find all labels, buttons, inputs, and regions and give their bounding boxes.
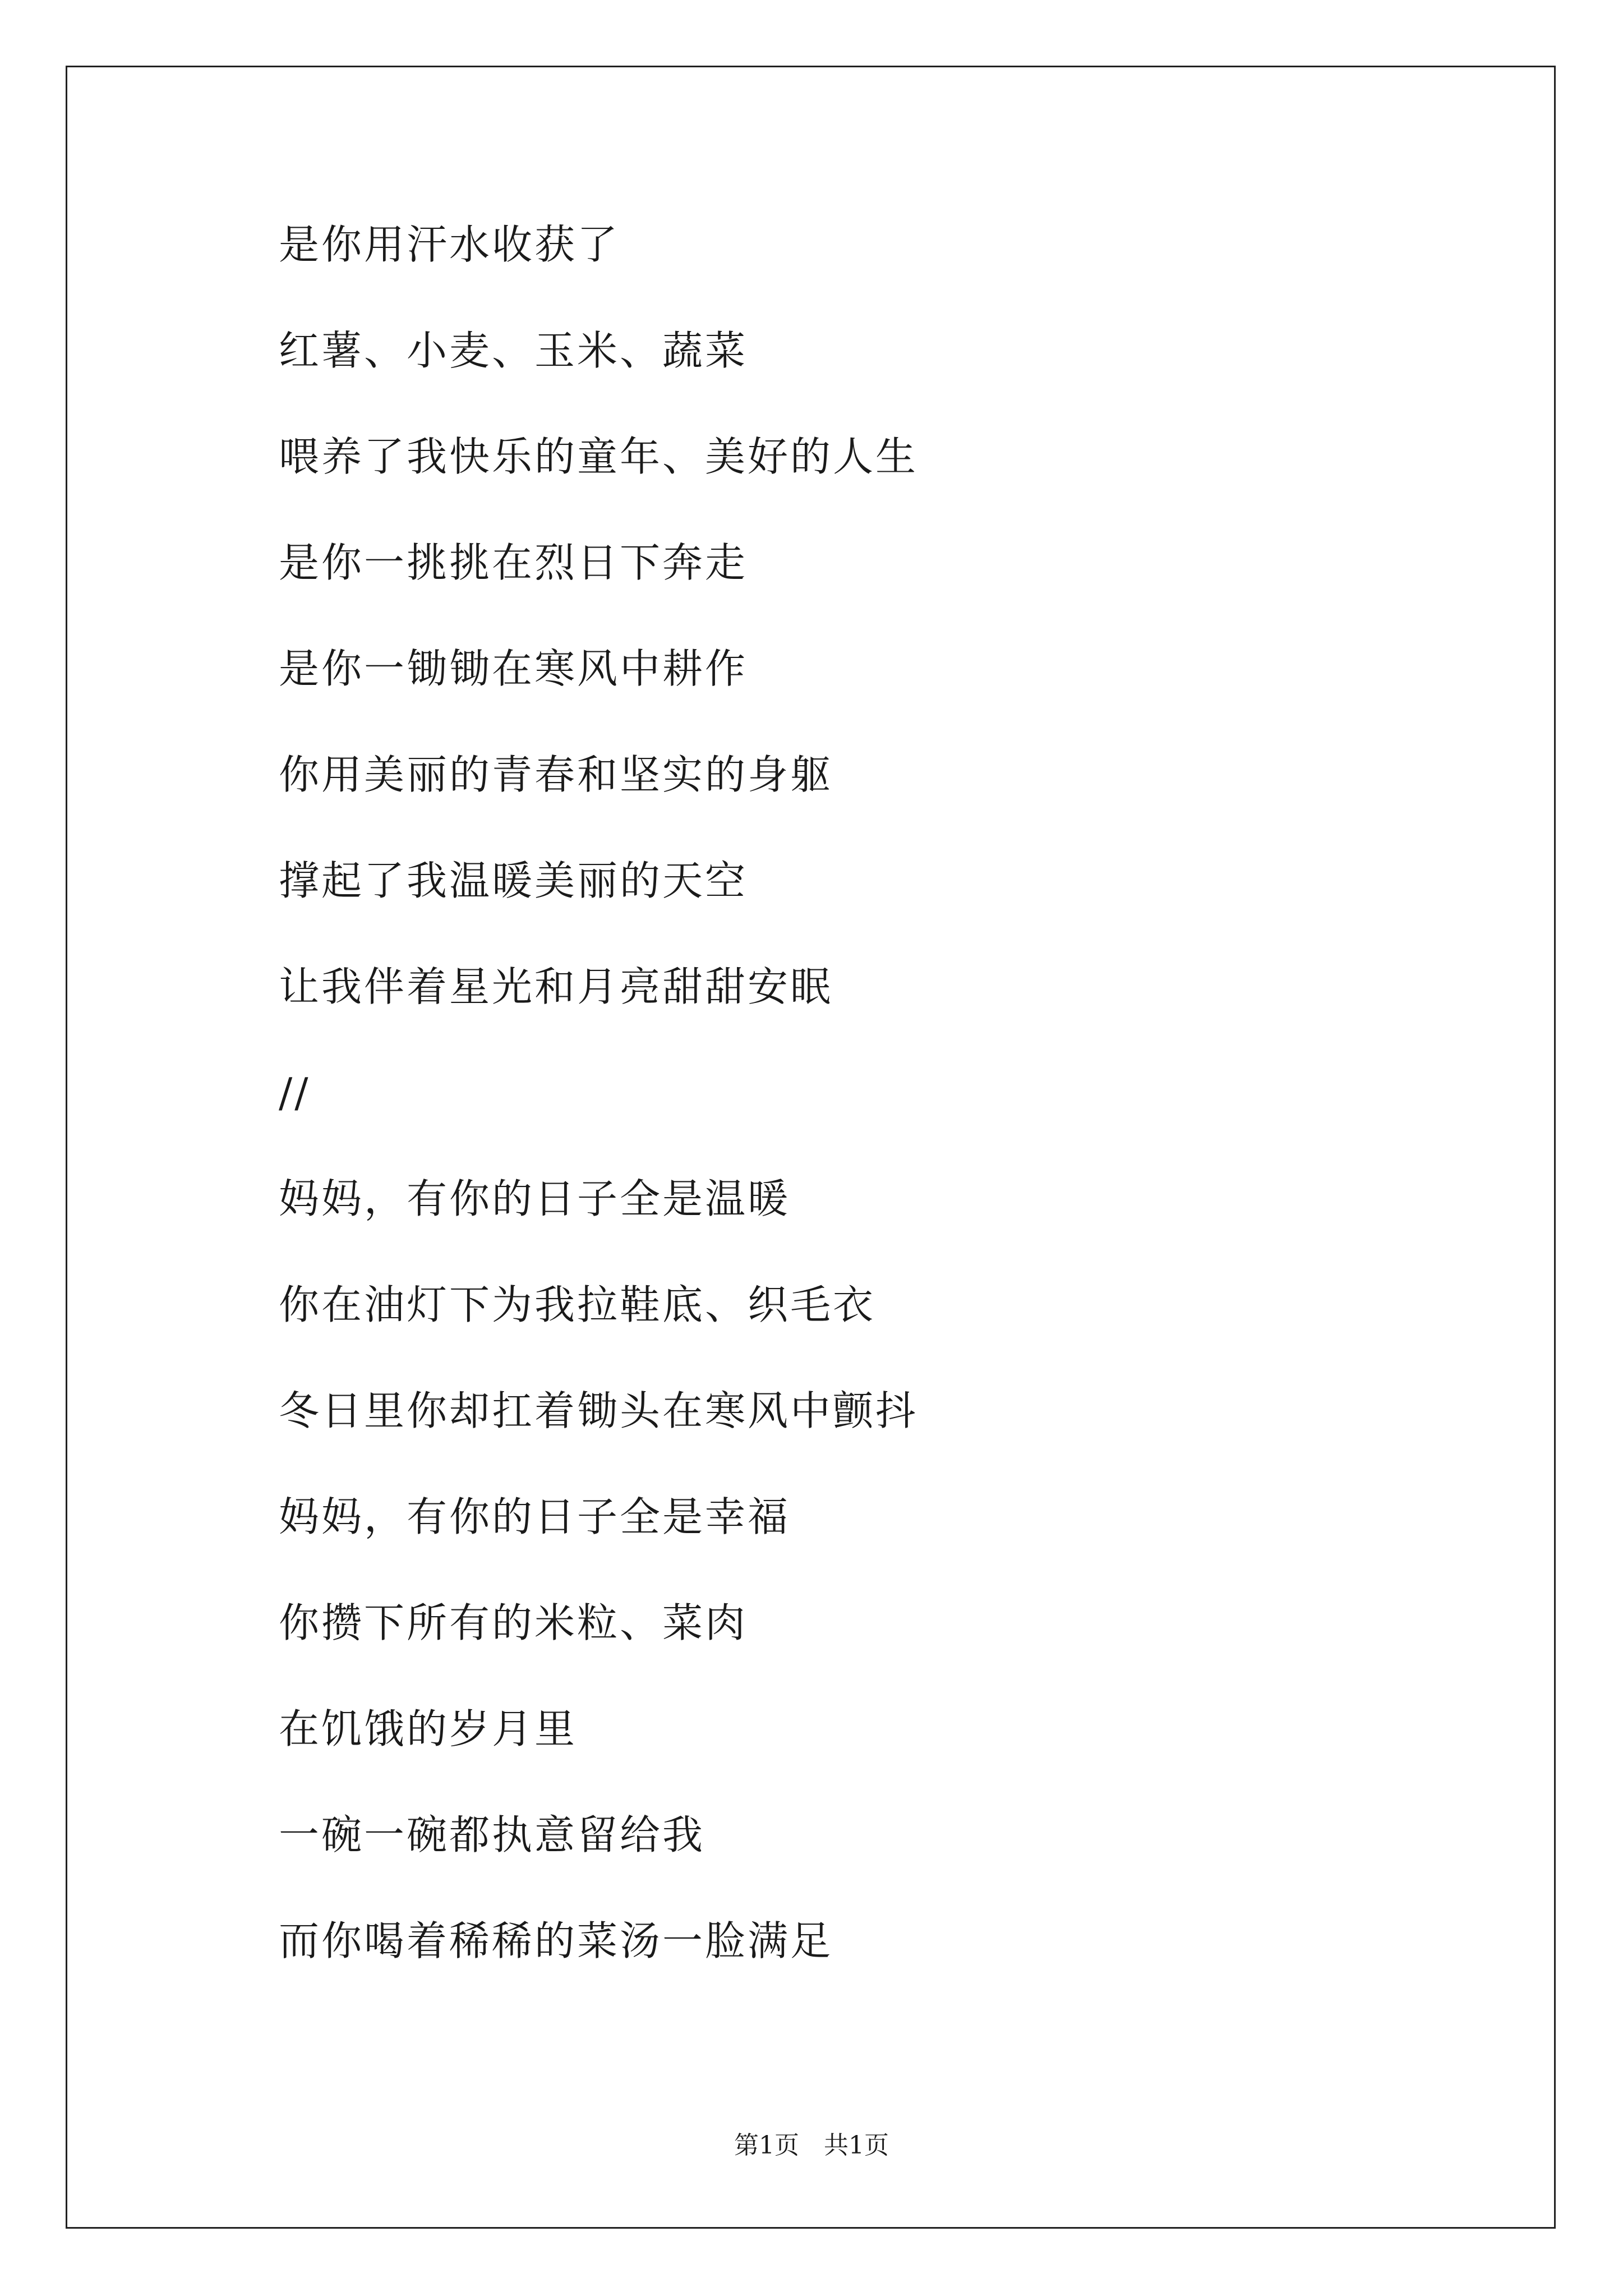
poem-line: 是你一锄锄在寒风中耕作 — [279, 645, 748, 692]
poem-line: 喂养了我快乐的童年、美好的人生 — [279, 433, 919, 480]
poem-line: 冬日里你却扛着锄头在寒风中颤抖 — [279, 1387, 919, 1434]
poem-line: 你攒下所有的米粒、菜肉 — [279, 1599, 748, 1646]
poem-line: 而你喝着稀稀的菜汤一脸满足 — [279, 1917, 833, 1964]
poem-line: 一碗一碗都执意留给我 — [279, 1811, 706, 1858]
poem-line: 让我伴着星光和月亮甜甜安眠 — [279, 963, 833, 1010]
poem-line: 是你用汗水收获了 — [279, 221, 620, 268]
poem-line: 撑起了我温暖美丽的天空 — [279, 857, 748, 904]
poem-line: 在饥饿的岁月里 — [279, 1705, 578, 1752]
poem-line: 你用美丽的青春和坚实的身躯 — [279, 751, 833, 798]
poem-body — [279, 217, 918, 2019]
poem-line: 妈妈，有你的日子全是幸福 — [279, 1493, 791, 1540]
poem-separator: // — [279, 1069, 311, 1116]
poem-line: 是你一挑挑在烈日下奔走 — [279, 539, 748, 586]
page-footer: 第1页 共1页 — [734, 2131, 889, 2160]
poem-line: 红薯、小麦、玉米、蔬菜 — [279, 327, 748, 374]
poem-line: 你在油灯下为我拉鞋底、织毛衣 — [279, 1281, 876, 1328]
poem-line: 妈妈，有你的日子全是温暖 — [279, 1175, 791, 1222]
